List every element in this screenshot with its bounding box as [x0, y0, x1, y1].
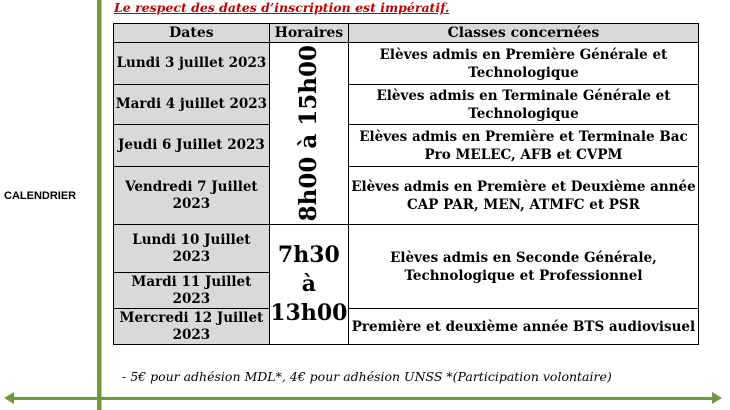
hours-separator: à: [301, 271, 316, 297]
table-row: [114, 85, 699, 125]
date-cell: Vendredi 7 Juillet 2023: [114, 167, 270, 225]
classes-cell: Elèves admis en Première et Terminale Bac Pro MELEC, AFB et CVPM: [348, 125, 698, 167]
horizontal-timeline: [12, 397, 712, 400]
vertical-divider-shadow: [101, 0, 102, 410]
classes-cell: Elèves admis en Terminale Générale et Technologique: [348, 85, 698, 125]
hours-text-block1: 8h00 à 15h00: [295, 45, 323, 222]
date-cell: Lundi 3 juillet 2023: [114, 43, 270, 85]
classes-cell: Première et deuxième année BTS audiovisuel: [348, 309, 698, 345]
hours-cell-block1: [269, 43, 348, 225]
table-row: [114, 309, 699, 345]
table-header-row: [114, 24, 699, 43]
table-row: [114, 225, 699, 273]
table-row: [114, 125, 699, 167]
section-label: CALENDRIER: [4, 190, 77, 202]
hours-cell-block2: [269, 225, 348, 345]
date-cell: Mardi 11 Juillet 2023: [114, 273, 270, 309]
header-hours: Horaires: [269, 24, 348, 43]
date-cell: Mardi 4 juillet 2023: [114, 85, 270, 125]
classes-cell: Elèves admis en Première Générale et Technologique: [348, 43, 698, 85]
table-row: [114, 167, 699, 225]
table-row: [114, 43, 699, 85]
hours-end: 13h00: [270, 300, 348, 326]
arrow-left-icon: [4, 392, 14, 404]
hours-start: 7h30: [277, 242, 340, 268]
date-cell: Jeudi 6 Juillet 2023: [114, 125, 270, 167]
footnote: - 5€ pour adhésion MDL*, 4€ pour adhésion UNSS *(Participation volontaire): [122, 369, 612, 384]
date-cell: Lundi 10 Juillet 2023: [114, 225, 270, 273]
warning-notice: Le respect des dates d’inscription est impératif.: [114, 0, 450, 15]
classes-cell: Elèves admis en Première et Deuxième année CAP PAR, MEN, ATMFC et PSR: [348, 167, 698, 225]
header-classes: Classes concernées: [348, 24, 698, 43]
date-cell: Mercredi 12 Juillet 2023: [114, 309, 270, 345]
registration-schedule-table: [113, 23, 699, 345]
classes-cell: Elèves admis en Seconde Générale, Technologique et Professionnel: [348, 225, 698, 309]
header-dates: Dates: [114, 24, 270, 43]
arrow-right-icon: [712, 392, 722, 404]
